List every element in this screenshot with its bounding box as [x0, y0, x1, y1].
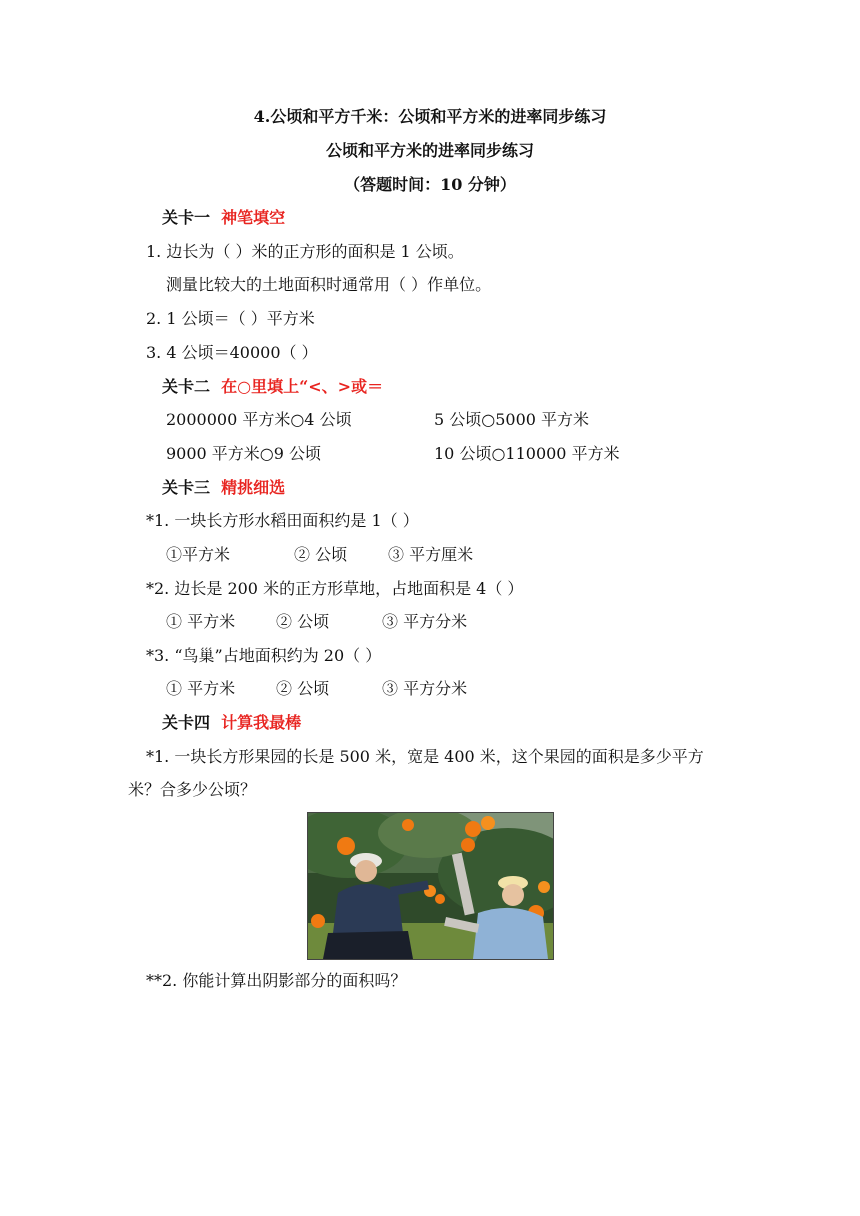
- option: ② 公顷: [276, 679, 330, 698]
- level3-q3: *3. “鸟巢”占地面积约为 20（ ）: [146, 646, 382, 665]
- option: ② 公顷: [276, 612, 330, 631]
- level2-item: 5 公顷○5000 平方米: [434, 410, 590, 429]
- page-subtitle: 公顷和平方米的进率同步练习: [325, 141, 534, 160]
- level1-q3: 3. 4 公顷＝40000（ ）: [146, 343, 318, 362]
- level4-q2: **2. 你能计算出阴影部分的面积吗？: [146, 971, 407, 990]
- level2-item: 10 公顷○110000 平方米: [434, 444, 620, 463]
- level3-heading: [162, 477, 285, 499]
- level1-name: 神笔填空: [221, 208, 286, 227]
- level1-heading: [162, 207, 285, 229]
- level2-item: 2000000 平方米○4 公顷: [166, 410, 352, 429]
- level3-q3-options: [166, 678, 468, 700]
- level4-heading: [162, 712, 301, 734]
- level3-q1: *1. 一块长方形水稻田面积约是 1（ ）: [146, 511, 419, 530]
- level3-name: 精挑细选: [221, 478, 286, 497]
- option: ③ 平方分米: [382, 679, 468, 698]
- level1-label: 关卡一: [162, 208, 211, 227]
- orchard-photo-image: [308, 813, 553, 959]
- level4-name: 计算我最棒: [221, 713, 302, 732]
- level4-q1b: 米？合多少公顷？: [128, 780, 257, 799]
- level3-label: 关卡三: [162, 478, 211, 497]
- level1-q2: 2. 1 公顷＝（ ）平方米: [146, 309, 315, 328]
- level2-name: 在○里填上“<、>或＝: [221, 377, 384, 396]
- option: ① 平方米: [166, 679, 236, 698]
- option: ③ 平方分米: [382, 612, 468, 631]
- option: ①平方米: [166, 545, 231, 564]
- level4-q1a: *1. 一块长方形果园的长是 500 米，宽是 400 米，这个果园的面积是多少平方: [146, 747, 704, 766]
- level1-q1b: 测量比较大的土地面积时通常用（ ）作单位。: [166, 275, 492, 294]
- time-note: （答题时间：10 分钟）: [344, 175, 516, 194]
- option: ② 公顷: [294, 545, 348, 564]
- level2-label: 关卡二: [162, 377, 211, 396]
- option: ① 平方米: [166, 612, 236, 631]
- option: ③ 平方厘米: [388, 545, 474, 564]
- level3-q2: *2. 边长是 200 米的正方形草地，占地面积是 4（ ）: [146, 579, 524, 598]
- level3-q1-options: [166, 544, 474, 566]
- level1-q1a: 1. 边长为（ ）米的正方形的面积是 1 公顷。: [146, 242, 464, 261]
- level2-heading: [162, 376, 383, 398]
- orchard-photo: [307, 812, 554, 960]
- level4-label: 关卡四: [162, 713, 211, 732]
- page-title: 4.公顷和平方千米：公顷和平方米的进率同步练习: [253, 107, 607, 126]
- level2-item: 9000 平方米○9 公顷: [166, 444, 322, 463]
- level3-q2-options: [166, 611, 468, 633]
